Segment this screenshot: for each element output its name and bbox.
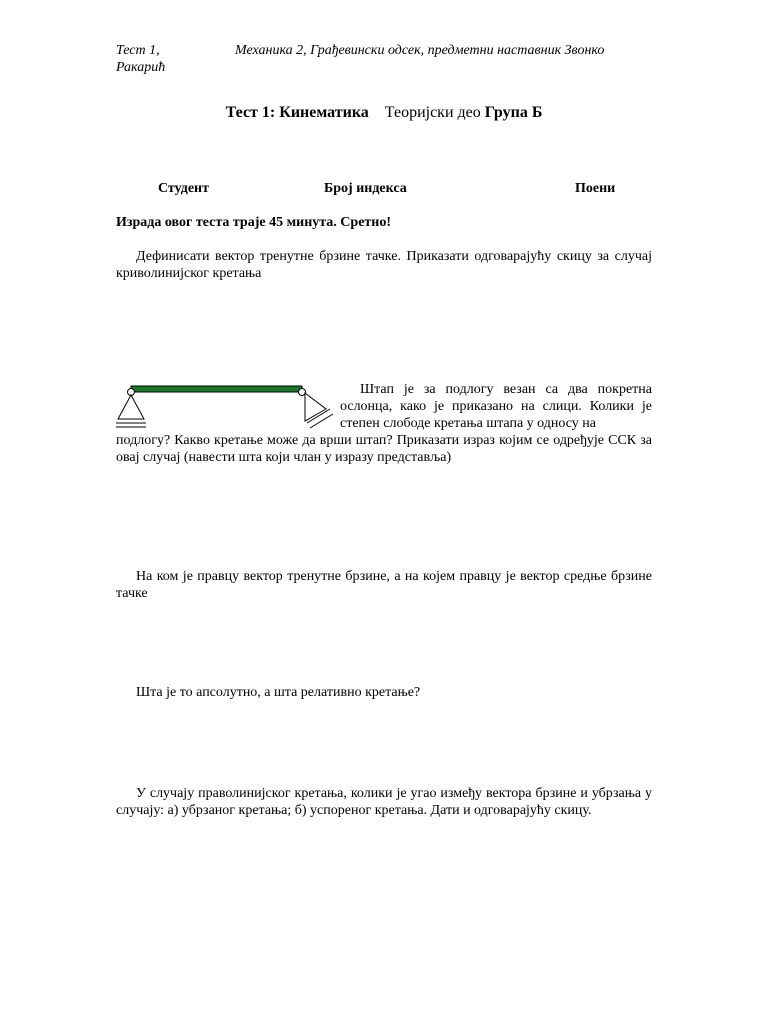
right-support-triangle <box>305 393 326 421</box>
right-pin <box>299 389 306 396</box>
beam <box>131 386 302 392</box>
question-2-part-1: Штап је за подлогу везан са два покретна ослонца, како је приказано на слици. Колики је степен слободе кретања штапа у односу на <box>340 382 652 431</box>
header-right: Механика 2, Грађевински одсек, предметни наставник Звонко <box>235 43 605 58</box>
page-title <box>0 104 768 122</box>
field-points: Поени <box>575 181 616 196</box>
title-main: Тест 1: Кинематика <box>225 104 369 121</box>
field-index: Број индекса <box>324 181 407 196</box>
header-left: Тест 1, Ракарић <box>116 43 166 75</box>
beam-supports-figure <box>114 383 334 433</box>
question-3: На ком је правцу вектор тренутне брзине, а на којем правцу је вектор средње брзине тачке <box>116 569 652 601</box>
title-part: Теоријски део <box>384 104 481 121</box>
title-group: Група Б <box>484 104 543 121</box>
question-5: У случају праволинијског кретања, колики је угао између вектора брзине и убрзања у случају: а) убрзаног кретања; б) успореног кретања. Дати и одговарајућу скицу. <box>116 786 652 818</box>
left-support-triangle <box>118 395 144 419</box>
question-4: Шта је то апсолутно, а шта релативно кретање? <box>136 685 421 700</box>
duration-note: Израда овог теста траје 45 минута. Сретно! <box>116 215 392 230</box>
field-student: Студент <box>158 181 209 196</box>
question-1: Дефинисати вектор тренутне брзине тачке. Приказати одговарајућу скицу за случај криволинијског кретања <box>116 249 652 281</box>
question-2-part-2: подлогу? Какво кретање може да врши штап? Приказати израз којим се одређује ССК за овај случај (навести шта који члан у изразу представља) <box>116 433 652 465</box>
